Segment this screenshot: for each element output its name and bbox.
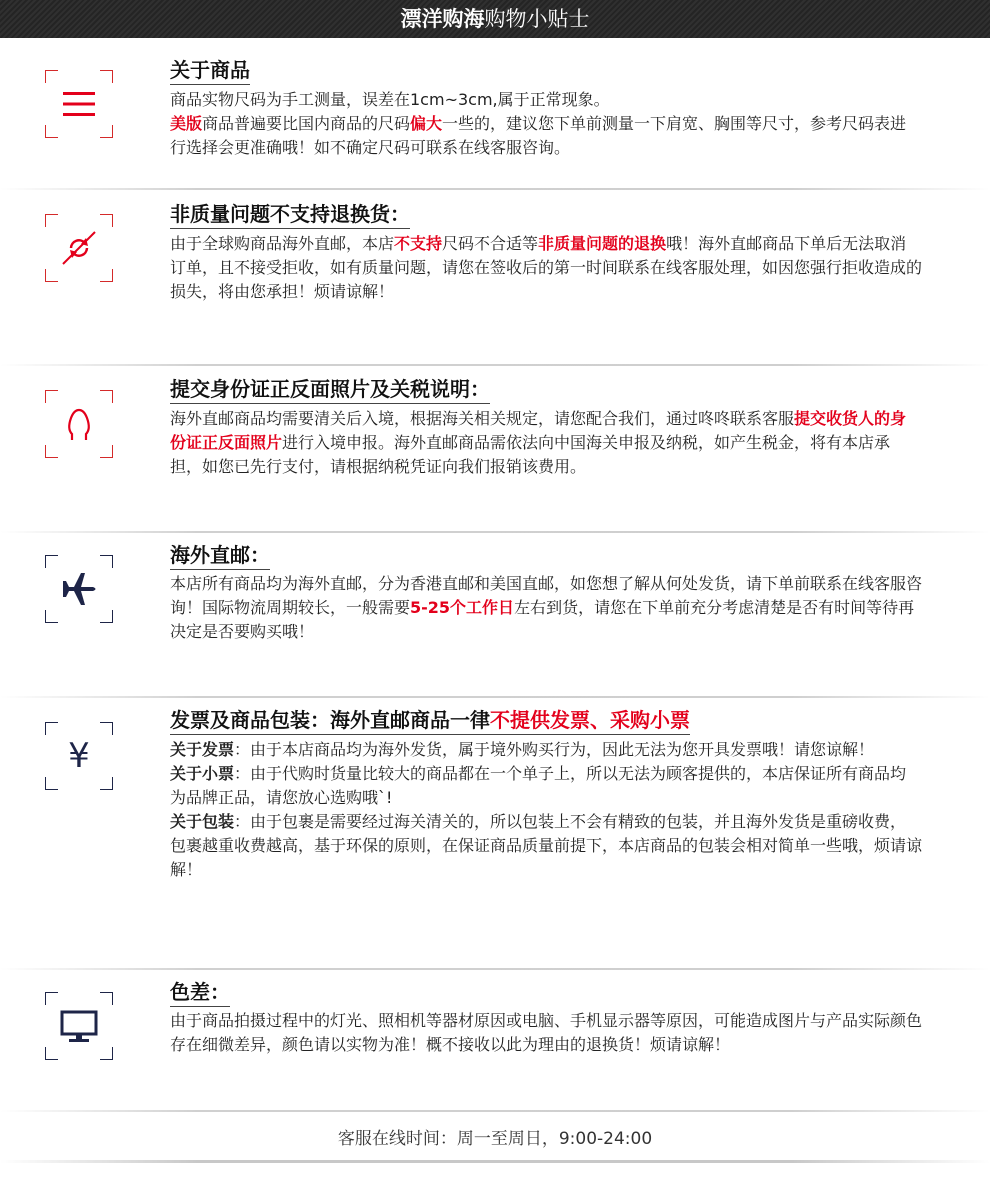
yen-icon: ¥ xyxy=(68,736,90,776)
section-body xyxy=(170,572,922,644)
body-text: 一些的，建议您下单前测量一下肩宽、胸围等尺寸，参考尺码表进行选择会更准确哦！如不确定尺码可联系在线客服咨询。 xyxy=(170,114,907,157)
body-text: 哦！海外直邮商品下单后无法取消订单，且不接受拒收，如有质量问题，请您在签收后的第一时间联系在线客服处理，如因您强行拒收造成的损失，将由您承担！烦请谅解！ xyxy=(170,234,923,301)
highlight-text: 提交收货人的身份证正反面照片 xyxy=(170,409,907,452)
section-divider xyxy=(0,364,990,366)
section-body xyxy=(170,88,922,160)
highlight-text: 非质量问题的退换 xyxy=(538,234,667,253)
header-title-bold: 漂洋购海 xyxy=(400,7,485,31)
highlight-text: 不支持 xyxy=(394,234,443,253)
no-return-icon xyxy=(59,228,99,268)
lead-text: 关于包装 xyxy=(170,812,235,831)
section-divider xyxy=(0,188,990,190)
footer-divider xyxy=(0,1160,990,1163)
section-divider xyxy=(0,968,990,970)
body-text: 海外直邮商品均需要清关后入境，根据海关相关规定，请您配合我们，通过咚咚联系客服 xyxy=(170,409,795,428)
title-text: 发票及商品包装：海外直邮商品一律 xyxy=(170,708,490,732)
lead-text: 关于发票 xyxy=(170,740,235,759)
lead-text: 关于小票 xyxy=(170,764,235,783)
section-title: 非质量问题不支持退换货： xyxy=(170,201,410,227)
section-icon-frame xyxy=(45,722,113,790)
body-text: 由于商品拍摄过程中的灯光、照相机等器材原因或电脑、手机显示器等原因，可能造成图片与产品实际颜色存在细微差异，颜色请以实物为准！概不接收以此为理由的退换货！烦请谅解！ xyxy=(170,1011,923,1054)
body-paragraph xyxy=(170,738,922,762)
body-paragraph xyxy=(170,762,922,810)
body-paragraph xyxy=(170,112,922,160)
section-title: 提交身份证正反面照片及关税说明： xyxy=(170,376,490,402)
section-icon-frame xyxy=(45,70,113,138)
section-icon-frame xyxy=(45,214,113,282)
highlight-text: 美版 xyxy=(170,114,203,133)
section-title: 关于商品 xyxy=(170,57,250,83)
body-text: ：由于代购时货量比较大的商品都在一个单子上，所以无法为顾客提供的，本店保证所有商品均为品牌正品，请您放心选购哦`! xyxy=(170,764,907,807)
body-paragraph xyxy=(170,810,922,882)
section-divider xyxy=(0,1110,990,1112)
section-divider xyxy=(0,696,990,698)
body-text: ：由于本店商品均为海外发货，属于境外购买行为，因此无法为您开具发票哦！请您谅解！ xyxy=(234,740,875,759)
highlight-text: 偏大 xyxy=(410,114,443,133)
section-divider xyxy=(0,531,990,533)
section-body xyxy=(170,407,922,479)
section-body xyxy=(170,232,922,304)
page-header xyxy=(0,0,990,38)
title-highlight: 不提供发票、采购小票 xyxy=(490,708,690,732)
section-title: 色差： xyxy=(170,979,230,1005)
highlight-text: 5-25个工作日 xyxy=(410,598,515,617)
body-text: 由于全球购商品海外直邮，本店 xyxy=(170,234,395,253)
body-text: 商品普遍要比国内商品的尺码 xyxy=(202,114,411,133)
monitor-icon xyxy=(59,1006,99,1046)
user-icon xyxy=(59,404,99,444)
section-icon-frame xyxy=(45,992,113,1060)
body-text: ：由于包裹是需要经过海关清关的，所以包装上不会有精致的包装，并且海外发货是重磅收费，包裹越重收费越高，基于环保的原则，在保证商品质量前提下，本店商品的包装会相对简单一些哦，烦请谅解！ xyxy=(170,812,923,879)
menu-lines-icon xyxy=(59,84,99,124)
header-title-rest: 购物小贴士 xyxy=(484,7,590,31)
section-body xyxy=(170,738,922,882)
section-icon-frame xyxy=(45,555,113,623)
service-hours: 客服在线时间：周一至周日，9:00-24:00 xyxy=(337,1129,653,1149)
body-text: 进行入境申报。海外直邮商品需依法向中国海关申报及纳税，如产生税金，将有本店承担，如您已先行支付，请根据纳税凭证向我们报销该费用。 xyxy=(170,433,891,476)
body-text: 左右到货，请您在下单前充分考虑清楚是否有时间等待再决定是否要购买哦！ xyxy=(170,598,915,641)
section-body xyxy=(170,1009,922,1057)
body-text: 尺码不合适等 xyxy=(442,234,539,253)
section-title xyxy=(170,707,690,733)
section-title: 海外直邮： xyxy=(170,542,270,568)
section-icon-frame xyxy=(45,390,113,458)
body-text: 本店所有商品均为海外直邮，分为香港直邮和美国直邮，如您想了解从何处发货，请下单前联系在线客服咨询！国际物流周期较长，一般需要 xyxy=(170,574,923,617)
airplane-icon xyxy=(59,569,99,609)
body-line: 商品实物尺码为手工测量，误差在1cm~3cm,属于正常现象。 xyxy=(170,90,610,109)
